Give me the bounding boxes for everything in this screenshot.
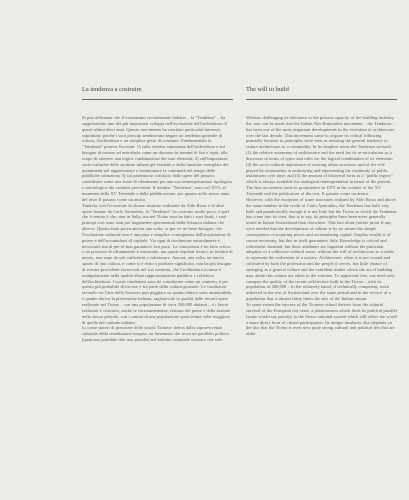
italian-title-rule <box>82 99 233 100</box>
italian-paragraph: Tuttavia, con l'eccezione di alcune strutture realizzate da Aldo Rossi e di altre opere firmate da Carlo Aymonino, la "Tendenza" ha costruito molto poco, e quel che è venuto è che, non in Italia, ma nel Ticino essa ha dato i suoi frutti; i suoi principi così sono stati poi largamente sperimentati dalla Svizzera italiana che altrove. Questo fatto prova ancora una volta, se pur ve ne fosse bisogno, che l'evoluzione culturale non è una pura e semplice conseguenza dell'acquisizione di potere e dell'accumularsi di capitale. Via ogni di rivoluzione naturalmente è necessario ma di per sé non garantisce ben poco. La conoscenza è un fatto critico e un processo di rifiutamento è essenziale, ma questi requisiti tecnici, in termini di nuovo, non sono da soli sufficienti a valorizzare. Ancora, una volta, un nuovo spazio di una cultura, e come si è detto a produrre significato, non ha più bisogno di trovare precedenti favorevoli nel suo contesto, che l'architettura ticinese è esemplarmente nella qualità d'una rappresentazione pubblica e collettiva dell'architettura. I nostri condizioni sono da considerare come un contesto, è per questo più probabile di trovare e fra parte della cultura generale. Le condizioni secondo cui l'arte della Svizzera può poggiare su quanto finisce sono ammissibile, e quanto deriva la professione italiana, ragionevole la qualità delle recenti opere realizzate nel Ticino – con una popolazione di circa 200.000 abitanti – è i lavori realizzati è costruito, anche se incessantemente, restauri del paese e della sezione nello stesso periodo, con i canoni di una popolazione quasi trenta volte maggiore di quella del cantone italiano. <box>82 202 233 325</box>
english-paragraph: To some extent the success of the Ticinese school derives from the cultural survival of the European city-state, a phenomenon which finds its political parallel (some would say parody) in the Swiss cantonal system which still offers the world a more direct form of citizen participation. Its unique insularity also depends on the fact that the Ticino is even now quite strong cultural and political ties that are older <box>246 302 397 337</box>
italian-paragraph: Io come sintesi di pressione delle scuola Ticinese deriva dalla sopravvivenza culturale della cittadinanza europea, un fenomeno che trova un parallelo politico (qualcuno potrebbe dire una parodia) nel sistema cantonale svizzero che vale <box>82 325 229 343</box>
english-body <box>246 115 397 337</box>
italian-section-title: La tendenza a costruire <box>82 86 142 93</box>
english-paragraph: Without challenging its relevance to the present capacity of the building industry, the case can be made that the Italian Neo-Rationalist movement – the Tendenza – has been one of the most important developments in the evolution of architecture over the last decade. This movement came to acquire its critical following primarily because its principles were seen as resisting the general tendency to reduce architecture to a commodity. In its simplest terms the Tendenza stressed: (1) the relative autonomy of architecture and the need for its re-articulation as a discourse in terms of types and rules for the logical combination of its elements; (2) the socio-cultural importance of existing urban structures and of the role played by monuments in embodying and representing the continuity of public institutions over time; and (3) the amount of historical form as a "public legacy" which is always available for analogical reinterpretation in terms of the present. The first movement came to prominence in 1973 in the context of the XV Triennale and the publication of the text, Il passato come un amico. <box>246 115 396 196</box>
english-section-title: The will to build <box>246 86 289 93</box>
english-paragraph: However, with the exception of some structures realized by Aldo Rossi and above the same number in the credit of Carlo Aymonino, the Tendenza has built very little and paradoxically enough it is not Italy but the Ticino in which the Tendenza has come into its own, that is to say, its principles have been more generally tested in Italian Switzerland than elsewhere. This fact alone further proof if any were needed that the development of culture is by no means the simple consequence of acquiring power and accumulating capital. Surplus wealth is of course necessary, but this in itself guarantees little. Knowledge is critical and refinement essential, but these attributes are impotent without the particular adoption of a collective cultural sense, without the will of architecture as it seeks to represent the realization of a society. Architecture, when it is not wound and cultivated by both the profession and the people it serves, has little chance of emerging as a general culture and the confident timber which the art of building may attain this culture are taken to the extreme. To appreciate this, one need only compare the quality of the recent architecture built in the Ticino – with its population of 200,000 – to the relatively banal, if technically competent, work achieved in the rest of Switzerland over the same period and in the service of a population that is almost thirty times the size of the Italian canton. <box>246 196 397 302</box>
english-title-rule <box>246 99 397 100</box>
italian-body <box>82 115 233 343</box>
italian-paragraph: Si può affermare che il movimento recentemente italiano – la "Tendenza" – ha rappresentato uno dei più importanti sviluppi nell'evoluzione dell'architettura di questi ultimi dieci anni. Questo movimento ha suscitato particolari interessi, soprattutto perché i suoi principi sembravano negare un tendenza generale di rottura, l'architettura e un semplice gesto di consumo. Fondamentale la "Tendenza" poneva l'accento: 1) sulla relativa autonomia dell'architettura e sul bisogno di tornare ad articolarla come un discorso in termini di fini e ripiti, allo scopo di ottenere una logica combinazione dei suoi elementi; 2) sull'importanza socio-culturale delle strutture urbane già esistenti e della funzione esemplare dei monumenti nel rappresentare e testimoniare la continuità nel tempo delle pubbliche istituzioni; 3) sul patrimonio costituito dalle opere del passato, considerate come una fonte di riferimento per una sua reinterpretazione tipologica e morfologica dei caratteri precedenti. Il termine "Tendenza", nato nel 1973, al momento della XV Triennale e dalla pubblicazione, per quanto nello stesso anno, del testo Il passato come un amico. <box>82 115 232 202</box>
